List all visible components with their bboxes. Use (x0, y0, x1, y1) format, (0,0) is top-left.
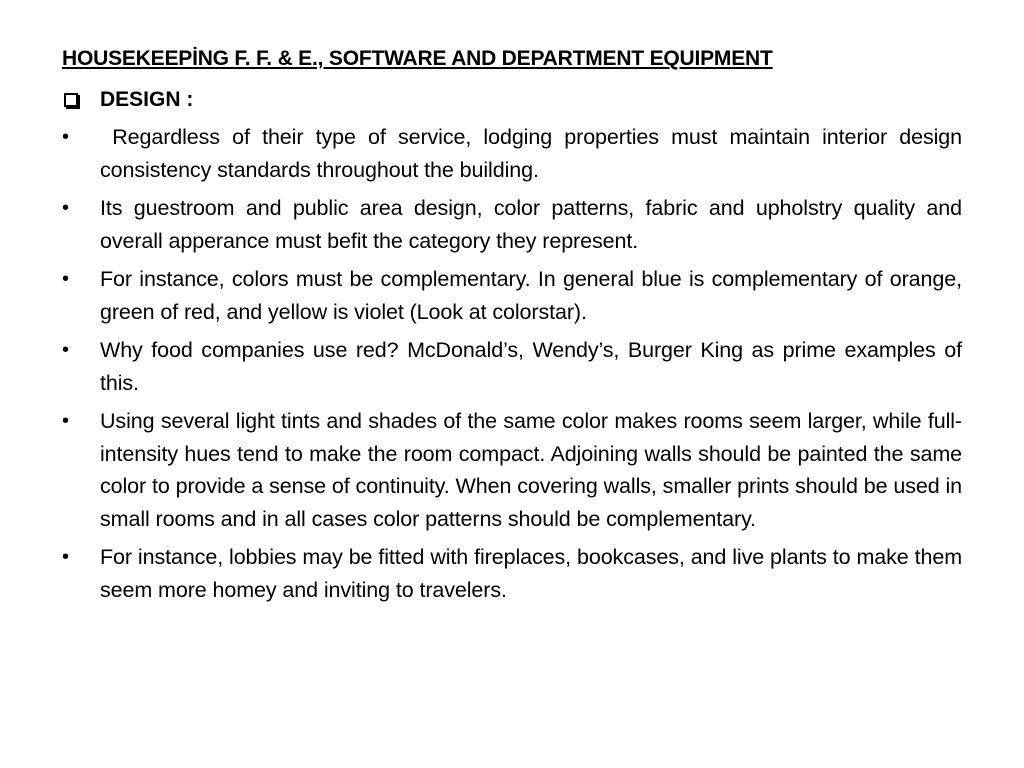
bullet-dot-icon: • (62, 126, 69, 148)
bullet-dot-icon: • (62, 268, 69, 290)
checkbox-bullet-icon (64, 93, 78, 107)
bullet-list (62, 121, 968, 612)
slide-title: HOUSEKEEPİNG F. F. & E., SOFTWARE AND DEPARTMENT EQUIPMENT (62, 47, 773, 70)
bullet-item (62, 334, 962, 399)
bullet-text: Regardless of their type of service, lodging properties must maintain interior design consistency standards throughout the building. (100, 125, 968, 182)
section-heading-row (62, 86, 194, 114)
bullet-item (62, 541, 962, 606)
bullet-item (62, 263, 962, 328)
bullet-dot-icon: • (62, 546, 69, 568)
bullet-text: Using several light tints and shades of the same color makes rooms seem larger, while full-intensity hues tend to make the room compact. Adjoining walls should be painted the same color to provide a sense of continuity. When covering walls, smaller prints should be used in small rooms and in all cases color patterns should be complementary. (100, 409, 962, 531)
bullet-dot-icon: • (62, 197, 69, 219)
bullet-text: For instance, lobbies may be fitted with fireplaces, bookcases, and live plants to make them seem more homey and inviting to travelers. (100, 545, 962, 602)
bullet-item (62, 405, 962, 535)
bullet-item (62, 121, 968, 186)
bullet-text: For instance, colors must be complementary. In general blue is complementary of orange, green of red, and yellow is violet (Look at colorstar). (100, 267, 962, 324)
bullet-text: Its guestroom and public area design, color patterns, fabric and upholstry quality and overall apperance must befit the category they represent. (100, 196, 962, 253)
bullet-text: Why food companies use red? McDonald’s, Wendy’s, Burger King as prime examples of this. (100, 338, 962, 395)
bullet-dot-icon: • (62, 410, 69, 432)
bullet-dot-icon: • (62, 339, 69, 361)
section-heading: DESIGN : (100, 88, 194, 111)
bullet-item (62, 192, 962, 257)
